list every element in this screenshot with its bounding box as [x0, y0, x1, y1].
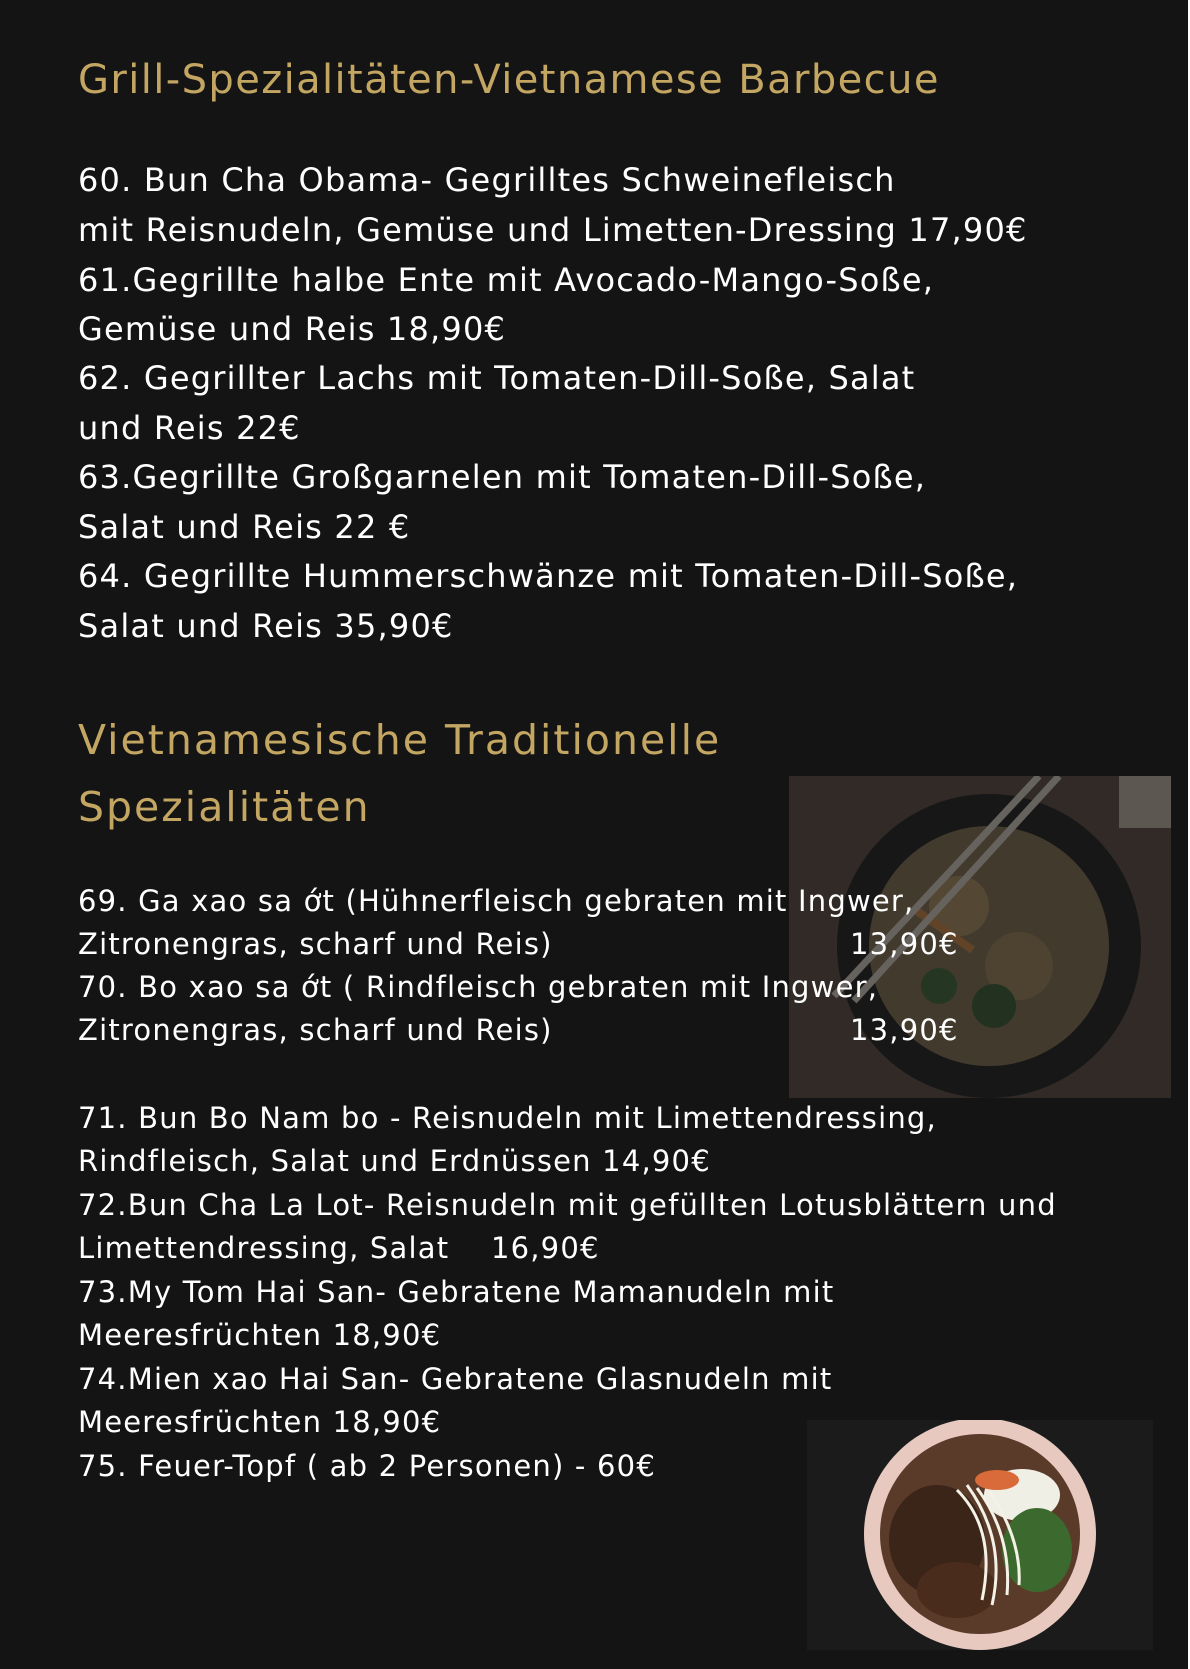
trad-item-73-line2: Meeresfrüchten 18,90€ [78, 1318, 442, 1352]
grill-item-63-line2: Salat und Reis 22 € [78, 508, 411, 546]
beef-bowl-photo [807, 1420, 1153, 1650]
grill-item-60-line2: mit Reisnudeln, Gemüse und Limetten-Dressing 17,90€ [78, 211, 1028, 249]
grill-item-63-line1: 63.Gegrillte Großgarnelen mit Tomaten-Dill-Soße, [78, 458, 927, 496]
grill-item-64-line1: 64. Gegrillte Hummerschwänze mit Tomaten-Dill-Soße, [78, 557, 1019, 595]
grill-item-61-line2: Gemüse und Reis 18,90€ [78, 310, 507, 348]
trad-item-70-line1: 70. Bo xao sa ớt ( Rindfleisch gebraten mit Ingwer, [78, 970, 879, 1004]
grill-item-64-line2: Salat und Reis 35,90€ [78, 607, 454, 645]
grill-item-61-line1: 61.Gegrillte halbe Ente mit Avocado-Mango-Soße, [78, 261, 935, 299]
trad-item-71-line2: Rindfleisch, Salat und Erdnüssen 14,90€ [78, 1144, 711, 1178]
trad-item-72-line1: 72.Bun Cha La Lot- Reisnudeln mit gefüllten Lotusblättern und [78, 1188, 1057, 1222]
grill-section-title: Grill-Spezialitäten-Vietnamese Barbecue [78, 57, 940, 103]
fried-rice-bowl-image [789, 776, 1171, 1098]
trad-item-69-price: 13,90€ [850, 927, 959, 961]
trad-item-69-line2: Zitronengras, scharf und Reis) [78, 927, 553, 961]
trad-item-73-line1: 73.My Tom Hai San- Gebratene Mamanudeln mit [78, 1275, 835, 1309]
trad-item-72-line2: Limettendressing, Salat 16,90€ [78, 1231, 600, 1265]
traditional-title-line1: Vietnamesische Traditionelle [78, 716, 722, 764]
grill-item-60-line1: 60. Bun Cha Obama- Gegrilltes Schweinefleisch [78, 161, 896, 199]
trad-item-70-price: 13,90€ [850, 1013, 959, 1047]
grill-item-62-line1: 62. Gegrillter Lachs mit Tomaten-Dill-Soße, Salat [78, 359, 916, 397]
trad-item-74-line1: 74.Mien xao Hai San- Gebratene Glasnudeln mit [78, 1362, 833, 1396]
trad-item-71-line1: 71. Bun Bo Nam bo - Reisnudeln mit Limettendressing, [78, 1101, 937, 1135]
grill-item-62-line2: und Reis 22€ [78, 409, 301, 447]
traditional-section-title [78, 707, 721, 841]
trad-item-75: 75. Feuer-Topf ( ab 2 Personen) - 60€ [78, 1449, 656, 1483]
beef-bowl-image [807, 1420, 1153, 1650]
traditional-title-line2: Spezialitäten [78, 783, 371, 831]
trad-item-69-line1: 69. Ga xao sa ớt (Hühnerfleisch gebraten mit Ingwer, [78, 884, 915, 918]
trad-item-70-line2: Zitronengras, scharf und Reis) [78, 1013, 553, 1047]
fried-rice-bowl-photo [789, 776, 1171, 1098]
trad-item-74-line2: Meeresfrüchten 18,90€ [78, 1405, 442, 1439]
